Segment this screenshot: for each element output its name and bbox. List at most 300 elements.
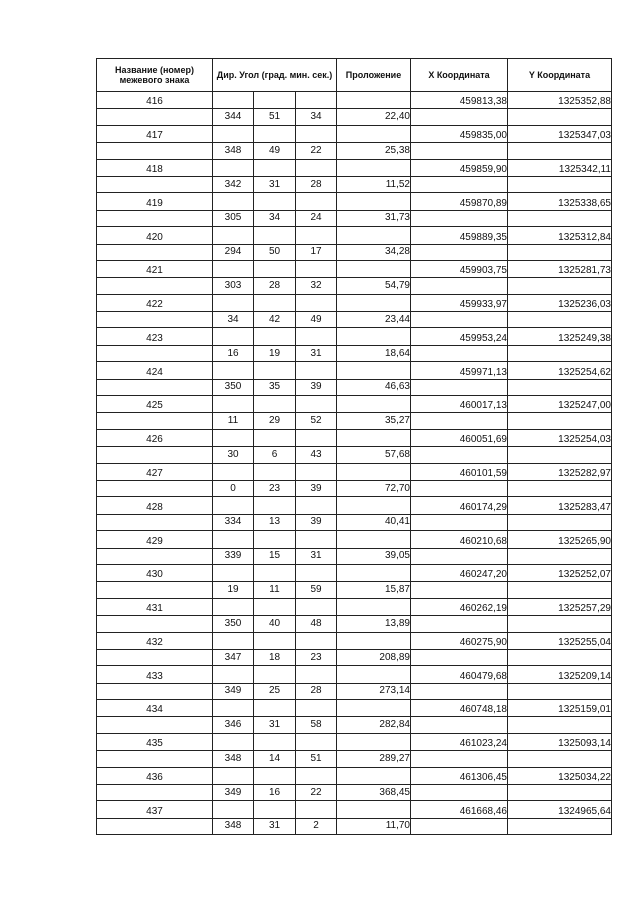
angle-deg-cell: 305	[213, 210, 254, 226]
mark-name-cell	[97, 143, 213, 159]
angle-deg-cell: 350	[213, 379, 254, 395]
x-coordinate-cell: 460262,19	[411, 598, 508, 615]
distance-cell	[337, 159, 411, 176]
angle-sec-cell	[296, 463, 337, 480]
angle-deg-cell: 19	[213, 582, 254, 598]
y-coordinate-cell	[508, 785, 612, 801]
y-coordinate-cell	[508, 379, 612, 395]
angle-deg-cell: 16	[213, 345, 254, 361]
angle-deg-cell: 349	[213, 683, 254, 699]
mark-row	[97, 260, 612, 277]
distance-cell: 11,70	[337, 818, 411, 834]
segment-row	[97, 447, 612, 463]
angle-sec-cell: 39	[296, 514, 337, 530]
mark-row	[97, 666, 612, 683]
angle-min-cell: 14	[254, 751, 296, 767]
segment-row	[97, 616, 612, 632]
angle-deg-cell	[213, 92, 254, 109]
angle-deg-cell	[213, 294, 254, 311]
y-coordinate-cell: 1325347,03	[508, 125, 612, 142]
angle-min-cell	[254, 564, 296, 581]
angle-sec-cell: 39	[296, 379, 337, 395]
angle-min-cell	[254, 328, 296, 345]
distance-cell	[337, 362, 411, 379]
y-coordinate-cell: 1324965,64	[508, 801, 612, 818]
mark-name-cell	[97, 109, 213, 125]
mark-name-cell: 437	[97, 801, 213, 818]
distance-cell	[337, 328, 411, 345]
mark-name-cell: 430	[97, 564, 213, 581]
y-coordinate-cell: 1325312,84	[508, 227, 612, 244]
angle-sec-cell	[296, 328, 337, 345]
mark-name-cell	[97, 345, 213, 361]
mark-row	[97, 396, 612, 413]
x-coordinate-cell	[411, 244, 508, 260]
distance-cell	[337, 767, 411, 784]
x-coordinate-cell	[411, 447, 508, 463]
distance-cell: 22,40	[337, 109, 411, 125]
segment-row	[97, 345, 612, 361]
angle-deg-cell	[213, 463, 254, 480]
distance-cell	[337, 193, 411, 210]
segment-row	[97, 548, 612, 564]
angle-deg-cell	[213, 396, 254, 413]
angle-deg-cell: 348	[213, 818, 254, 834]
x-coordinate-cell: 460247,20	[411, 564, 508, 581]
angle-min-cell: 29	[254, 413, 296, 429]
segment-row	[97, 413, 612, 429]
angle-min-cell: 31	[254, 176, 296, 192]
mark-name-cell	[97, 176, 213, 192]
angle-min-cell	[254, 598, 296, 615]
x-coordinate-cell: 460275,90	[411, 632, 508, 649]
distance-cell: 273,14	[337, 683, 411, 699]
angle-deg-cell	[213, 328, 254, 345]
mark-name-cell	[97, 751, 213, 767]
angle-min-cell	[254, 125, 296, 142]
y-coordinate-cell	[508, 413, 612, 429]
distance-cell: 57,68	[337, 447, 411, 463]
mark-name-cell: 426	[97, 429, 213, 446]
segment-row	[97, 244, 612, 260]
mark-name-cell	[97, 244, 213, 260]
mark-name-cell: 425	[97, 396, 213, 413]
y-coordinate-cell: 1325209,14	[508, 666, 612, 683]
mark-name-cell	[97, 717, 213, 733]
angle-sec-cell	[296, 801, 337, 818]
distance-cell: 289,27	[337, 751, 411, 767]
x-coordinate-cell: 460748,18	[411, 700, 508, 717]
angle-sec-cell: 22	[296, 785, 337, 801]
angle-sec-cell: 39	[296, 480, 337, 496]
angle-deg-cell	[213, 497, 254, 514]
angle-sec-cell	[296, 497, 337, 514]
angle-min-cell: 6	[254, 447, 296, 463]
mark-row	[97, 733, 612, 750]
y-coordinate-cell	[508, 683, 612, 699]
angle-min-cell: 16	[254, 785, 296, 801]
segment-row	[97, 278, 612, 294]
mark-name-cell	[97, 413, 213, 429]
angle-deg-cell: 294	[213, 244, 254, 260]
mark-name-cell	[97, 480, 213, 496]
mark-row	[97, 632, 612, 649]
mark-name-cell: 416	[97, 92, 213, 109]
segment-row	[97, 109, 612, 125]
distance-cell	[337, 666, 411, 683]
segment-row	[97, 143, 612, 159]
angle-deg-cell	[213, 801, 254, 818]
angle-min-cell	[254, 666, 296, 683]
distance-cell	[337, 92, 411, 109]
segment-row	[97, 818, 612, 834]
angle-min-cell: 15	[254, 548, 296, 564]
angle-deg-cell: 334	[213, 514, 254, 530]
x-coordinate-cell	[411, 379, 508, 395]
header-direction-angle: Дир. Угол (град. мин. сек.)	[213, 59, 337, 92]
angle-sec-cell: 31	[296, 345, 337, 361]
x-coordinate-cell	[411, 413, 508, 429]
angle-sec-cell: 31	[296, 548, 337, 564]
angle-sec-cell	[296, 92, 337, 109]
x-coordinate-cell	[411, 345, 508, 361]
y-coordinate-cell	[508, 109, 612, 125]
distance-cell	[337, 598, 411, 615]
segment-row	[97, 717, 612, 733]
angle-sec-cell	[296, 125, 337, 142]
y-coordinate-cell	[508, 244, 612, 260]
x-coordinate-cell	[411, 210, 508, 226]
segment-row	[97, 379, 612, 395]
segment-row	[97, 649, 612, 665]
y-coordinate-cell: 1325252,07	[508, 564, 612, 581]
x-coordinate-cell	[411, 143, 508, 159]
x-coordinate-cell: 459870,89	[411, 193, 508, 210]
angle-min-cell	[254, 193, 296, 210]
x-coordinate-cell	[411, 176, 508, 192]
y-coordinate-cell	[508, 480, 612, 496]
distance-cell	[337, 632, 411, 649]
distance-cell: 39,05	[337, 548, 411, 564]
angle-min-cell: 31	[254, 818, 296, 834]
angle-sec-cell	[296, 362, 337, 379]
mark-name-cell	[97, 379, 213, 395]
y-coordinate-cell	[508, 582, 612, 598]
x-coordinate-cell	[411, 480, 508, 496]
distance-cell	[337, 801, 411, 818]
mark-name-cell: 427	[97, 463, 213, 480]
mark-name-cell	[97, 447, 213, 463]
angle-sec-cell	[296, 159, 337, 176]
angle-min-cell	[254, 227, 296, 244]
angle-min-cell: 51	[254, 109, 296, 125]
distance-cell: 34,28	[337, 244, 411, 260]
mark-row	[97, 328, 612, 345]
y-coordinate-cell	[508, 143, 612, 159]
distance-cell	[337, 396, 411, 413]
angle-deg-cell: 348	[213, 143, 254, 159]
y-coordinate-cell: 1325257,29	[508, 598, 612, 615]
y-coordinate-cell: 1325342,11	[508, 159, 612, 176]
distance-cell: 11,52	[337, 176, 411, 192]
angle-min-cell	[254, 260, 296, 277]
x-coordinate-cell	[411, 278, 508, 294]
mark-row	[97, 362, 612, 379]
angle-min-cell: 28	[254, 278, 296, 294]
angle-min-cell	[254, 700, 296, 717]
distance-cell	[337, 429, 411, 446]
angle-sec-cell: 17	[296, 244, 337, 260]
angle-min-cell: 13	[254, 514, 296, 530]
x-coordinate-cell: 459859,90	[411, 159, 508, 176]
angle-deg-cell: 346	[213, 717, 254, 733]
y-coordinate-cell: 1325254,62	[508, 362, 612, 379]
mark-name-cell: 436	[97, 767, 213, 784]
x-coordinate-cell	[411, 649, 508, 665]
x-coordinate-cell: 459953,24	[411, 328, 508, 345]
header-mark-name: Название (номер) межевого знака	[97, 59, 213, 92]
angle-min-cell	[254, 159, 296, 176]
angle-deg-cell	[213, 564, 254, 581]
angle-deg-cell: 11	[213, 413, 254, 429]
mark-name-cell	[97, 683, 213, 699]
x-coordinate-cell: 459971,13	[411, 362, 508, 379]
segment-row	[97, 210, 612, 226]
angle-min-cell: 11	[254, 582, 296, 598]
angle-min-cell	[254, 463, 296, 480]
mark-row	[97, 463, 612, 480]
mark-name-cell: 424	[97, 362, 213, 379]
x-coordinate-cell	[411, 683, 508, 699]
angle-sec-cell	[296, 429, 337, 446]
y-coordinate-cell	[508, 514, 612, 530]
x-coordinate-cell: 461668,46	[411, 801, 508, 818]
x-coordinate-cell: 460210,68	[411, 531, 508, 548]
x-coordinate-cell	[411, 717, 508, 733]
angle-deg-cell	[213, 733, 254, 750]
distance-cell: 54,79	[337, 278, 411, 294]
mark-name-cell	[97, 785, 213, 801]
mark-name-cell: 432	[97, 632, 213, 649]
x-coordinate-cell: 460174,29	[411, 497, 508, 514]
header-distance: Проложение	[337, 59, 411, 92]
header-x-coordinate: X Координата	[411, 59, 508, 92]
angle-deg-cell	[213, 159, 254, 176]
angle-sec-cell	[296, 733, 337, 750]
x-coordinate-cell: 460051,69	[411, 429, 508, 446]
angle-deg-cell	[213, 362, 254, 379]
mark-name-cell	[97, 210, 213, 226]
x-coordinate-cell: 459903,75	[411, 260, 508, 277]
distance-cell	[337, 260, 411, 277]
y-coordinate-cell	[508, 649, 612, 665]
distance-cell	[337, 125, 411, 142]
y-coordinate-cell	[508, 818, 612, 834]
mark-name-cell	[97, 548, 213, 564]
mark-row	[97, 193, 612, 210]
angle-min-cell: 40	[254, 616, 296, 632]
angle-sec-cell: 52	[296, 413, 337, 429]
distance-cell: 35,27	[337, 413, 411, 429]
mark-name-cell	[97, 649, 213, 665]
y-coordinate-cell: 1325255,04	[508, 632, 612, 649]
angle-min-cell	[254, 396, 296, 413]
x-coordinate-cell	[411, 582, 508, 598]
x-coordinate-cell: 460017,13	[411, 396, 508, 413]
angle-sec-cell: 48	[296, 616, 337, 632]
mark-name-cell: 417	[97, 125, 213, 142]
angle-sec-cell	[296, 632, 337, 649]
angle-deg-cell: 344	[213, 109, 254, 125]
y-coordinate-cell: 1325034,22	[508, 767, 612, 784]
y-coordinate-cell	[508, 176, 612, 192]
angle-sec-cell	[296, 564, 337, 581]
angle-min-cell: 23	[254, 480, 296, 496]
y-coordinate-cell	[508, 447, 612, 463]
angle-deg-cell	[213, 666, 254, 683]
angle-min-cell: 25	[254, 683, 296, 699]
distance-cell: 208,89	[337, 649, 411, 665]
angle-deg-cell: 30	[213, 447, 254, 463]
y-coordinate-cell	[508, 312, 612, 328]
angle-sec-cell	[296, 767, 337, 784]
y-coordinate-cell	[508, 548, 612, 564]
angle-sec-cell: 24	[296, 210, 337, 226]
angle-deg-cell: 339	[213, 548, 254, 564]
x-coordinate-cell: 460101,59	[411, 463, 508, 480]
angle-deg-cell: 350	[213, 616, 254, 632]
angle-min-cell: 31	[254, 717, 296, 733]
distance-cell	[337, 463, 411, 480]
angle-deg-cell	[213, 632, 254, 649]
angle-min-cell: 34	[254, 210, 296, 226]
mark-name-cell: 420	[97, 227, 213, 244]
mark-name-cell: 429	[97, 531, 213, 548]
angle-sec-cell: 22	[296, 143, 337, 159]
y-coordinate-cell	[508, 278, 612, 294]
angle-min-cell: 35	[254, 379, 296, 395]
y-coordinate-cell: 1325247,00	[508, 396, 612, 413]
y-coordinate-cell: 1325283,47	[508, 497, 612, 514]
y-coordinate-cell	[508, 616, 612, 632]
angle-deg-cell	[213, 700, 254, 717]
y-coordinate-cell: 1325265,90	[508, 531, 612, 548]
angle-deg-cell: 303	[213, 278, 254, 294]
segment-row	[97, 683, 612, 699]
x-coordinate-cell	[411, 785, 508, 801]
distance-cell: 282,84	[337, 717, 411, 733]
mark-row	[97, 598, 612, 615]
y-coordinate-cell: 1325281,73	[508, 260, 612, 277]
angle-sec-cell: 32	[296, 278, 337, 294]
mark-row	[97, 700, 612, 717]
mark-name-cell: 419	[97, 193, 213, 210]
distance-cell	[337, 294, 411, 311]
distance-cell: 72,70	[337, 480, 411, 496]
mark-name-cell: 423	[97, 328, 213, 345]
angle-deg-cell: 348	[213, 751, 254, 767]
angle-sec-cell	[296, 531, 337, 548]
header-y-coordinate: Y Координата	[508, 59, 612, 92]
y-coordinate-cell	[508, 751, 612, 767]
angle-deg-cell: 349	[213, 785, 254, 801]
x-coordinate-cell	[411, 616, 508, 632]
y-coordinate-cell: 1325282,97	[508, 463, 612, 480]
segment-row	[97, 582, 612, 598]
x-coordinate-cell	[411, 818, 508, 834]
distance-cell: 18,64	[337, 345, 411, 361]
angle-deg-cell	[213, 429, 254, 446]
distance-cell	[337, 700, 411, 717]
angle-deg-cell	[213, 260, 254, 277]
y-coordinate-cell: 1325249,38	[508, 328, 612, 345]
angle-deg-cell: 342	[213, 176, 254, 192]
angle-sec-cell: 2	[296, 818, 337, 834]
mark-name-cell: 421	[97, 260, 213, 277]
segment-row	[97, 785, 612, 801]
angle-sec-cell	[296, 666, 337, 683]
distance-cell: 31,73	[337, 210, 411, 226]
distance-cell	[337, 564, 411, 581]
angle-min-cell	[254, 632, 296, 649]
angle-deg-cell	[213, 193, 254, 210]
mark-name-cell	[97, 278, 213, 294]
mark-name-cell: 434	[97, 700, 213, 717]
angle-deg-cell	[213, 531, 254, 548]
distance-cell	[337, 227, 411, 244]
angle-deg-cell	[213, 767, 254, 784]
distance-cell: 40,41	[337, 514, 411, 530]
distance-cell	[337, 733, 411, 750]
segment-row	[97, 312, 612, 328]
angle-sec-cell: 23	[296, 649, 337, 665]
x-coordinate-cell	[411, 514, 508, 530]
angle-sec-cell	[296, 294, 337, 311]
angle-min-cell	[254, 294, 296, 311]
y-coordinate-cell: 1325254,03	[508, 429, 612, 446]
angle-deg-cell	[213, 227, 254, 244]
angle-sec-cell: 49	[296, 312, 337, 328]
angle-min-cell	[254, 429, 296, 446]
angle-min-cell	[254, 92, 296, 109]
mark-row	[97, 294, 612, 311]
mark-name-cell: 428	[97, 497, 213, 514]
mark-row	[97, 92, 612, 109]
mark-name-cell: 418	[97, 159, 213, 176]
x-coordinate-cell	[411, 548, 508, 564]
mark-row	[97, 429, 612, 446]
mark-name-cell	[97, 514, 213, 530]
angle-min-cell: 50	[254, 244, 296, 260]
mark-row	[97, 125, 612, 142]
mark-name-cell	[97, 818, 213, 834]
segment-row	[97, 176, 612, 192]
mark-row	[97, 767, 612, 784]
segment-row	[97, 514, 612, 530]
mark-name-cell	[97, 582, 213, 598]
angle-sec-cell	[296, 227, 337, 244]
distance-cell	[337, 531, 411, 548]
angle-deg-cell: 0	[213, 480, 254, 496]
angle-min-cell: 18	[254, 649, 296, 665]
angle-sec-cell	[296, 598, 337, 615]
segment-row	[97, 751, 612, 767]
angle-min-cell	[254, 497, 296, 514]
x-coordinate-cell: 461306,45	[411, 767, 508, 784]
angle-sec-cell: 28	[296, 176, 337, 192]
mark-row	[97, 801, 612, 818]
mark-row	[97, 227, 612, 244]
